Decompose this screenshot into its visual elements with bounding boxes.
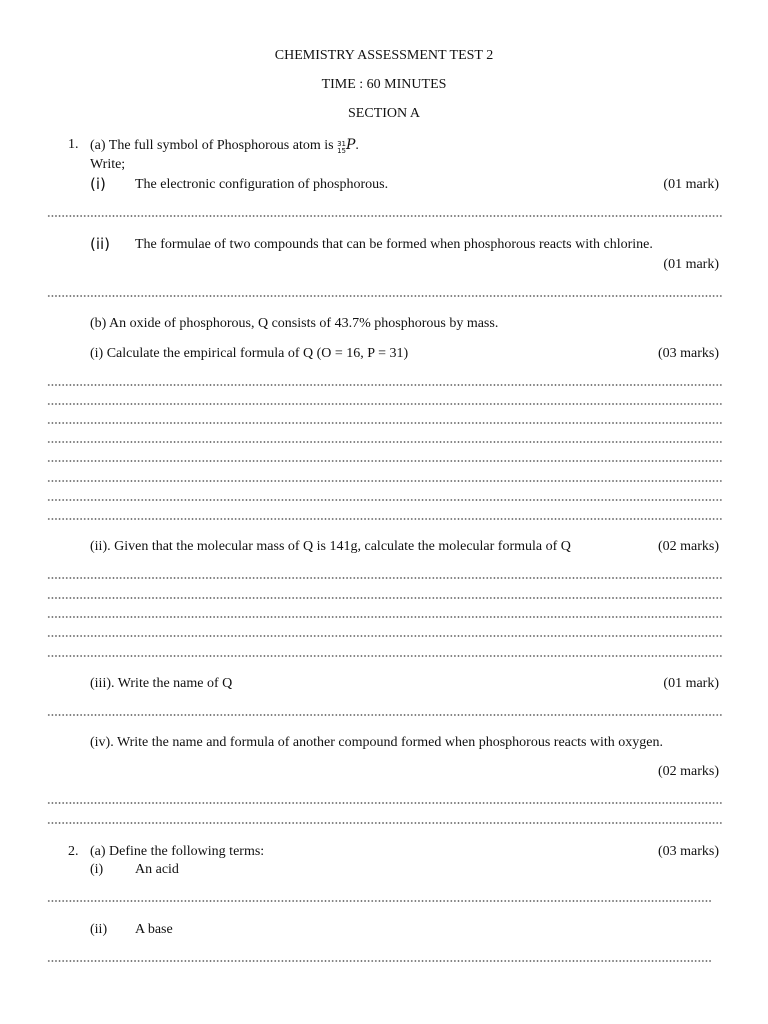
question-1-number: 1. xyxy=(68,137,79,152)
section-heading: SECTION A xyxy=(348,106,420,121)
question-2a-text: (a) Define the following terms: xyxy=(90,844,265,859)
part-ii-number: (ii) xyxy=(90,235,111,253)
answer-line xyxy=(47,460,722,462)
answer-line xyxy=(47,403,722,405)
q2-part-i-number: (i) xyxy=(90,862,104,877)
q2-part-i-text: An acid xyxy=(135,862,179,877)
question-1b-iv-text: (iv). Write the name and formula of another compound formed when phosphorous reacts with oxygen. xyxy=(90,735,664,750)
answer-line xyxy=(47,900,711,902)
question-1a-text xyxy=(90,137,359,155)
part-ii-text: The formulae of two compounds that can be formed when phosphorous reacts with chlorine. xyxy=(135,237,653,252)
question-1b-i-marks: (03 marks) xyxy=(657,346,719,361)
symbol-period: . xyxy=(355,138,359,153)
answer-line xyxy=(47,480,722,482)
question-1b-ii-marks: (02 marks) xyxy=(657,539,719,554)
part-i-marks: (01 mark) xyxy=(663,177,719,192)
question-1b-iii-text: (iii). Write the name of Q xyxy=(90,676,233,691)
q2-part-ii-text: A base xyxy=(135,922,173,937)
question-1b-iv-marks: (02 marks) xyxy=(657,764,719,779)
question-2a-marks: (03 marks) xyxy=(657,844,719,859)
time-allowed: TIME : 60 MINUTES xyxy=(321,77,447,92)
question-1b-ii-text: (ii). Given that the molecular mass of Q is 141g, calculate the molecular formula of Q xyxy=(90,539,571,554)
answer-line xyxy=(47,655,722,657)
question-1b-i-text: (i) Calculate the empirical formula of Q (O = 16, P = 31) xyxy=(90,346,409,361)
answer-line xyxy=(47,518,722,520)
answer-line xyxy=(47,295,722,297)
answer-line xyxy=(47,960,711,962)
test-title: CHEMISTRY ASSESSMENT TEST 2 xyxy=(274,48,494,63)
question-1a-label: (a) The full symbol of Phosphorous atom is xyxy=(90,138,334,153)
answer-line xyxy=(47,215,722,217)
answer-line xyxy=(47,597,722,599)
answer-line xyxy=(47,441,722,443)
element-symbol: P xyxy=(345,137,356,153)
part-ii-marks: (01 mark) xyxy=(663,257,719,272)
answer-line xyxy=(47,499,722,501)
isotope-mass-number: 31 xyxy=(337,140,346,148)
answer-line xyxy=(47,422,722,424)
question-1b-iii-marks: (01 mark) xyxy=(663,676,719,691)
question-1b-text: (b) An oxide of phosphorous, Q consists of 43.7% phosphorous by mass. xyxy=(90,316,499,331)
q2-part-ii-number: (ii) xyxy=(90,922,108,937)
answer-line xyxy=(47,577,722,579)
part-i-text: The electronic configuration of phosphorous. xyxy=(135,177,389,192)
answer-line xyxy=(47,714,722,716)
part-i-number: (i) xyxy=(90,175,106,193)
answer-line xyxy=(47,384,722,386)
answer-line xyxy=(47,802,722,804)
isotope-notation xyxy=(337,141,346,155)
answer-line xyxy=(47,822,722,824)
answer-line xyxy=(47,635,722,637)
question-2-number: 2. xyxy=(68,844,79,859)
answer-line xyxy=(47,616,722,618)
isotope-atomic-number: 15 xyxy=(337,147,346,155)
write-instruction: Write; xyxy=(90,157,126,172)
